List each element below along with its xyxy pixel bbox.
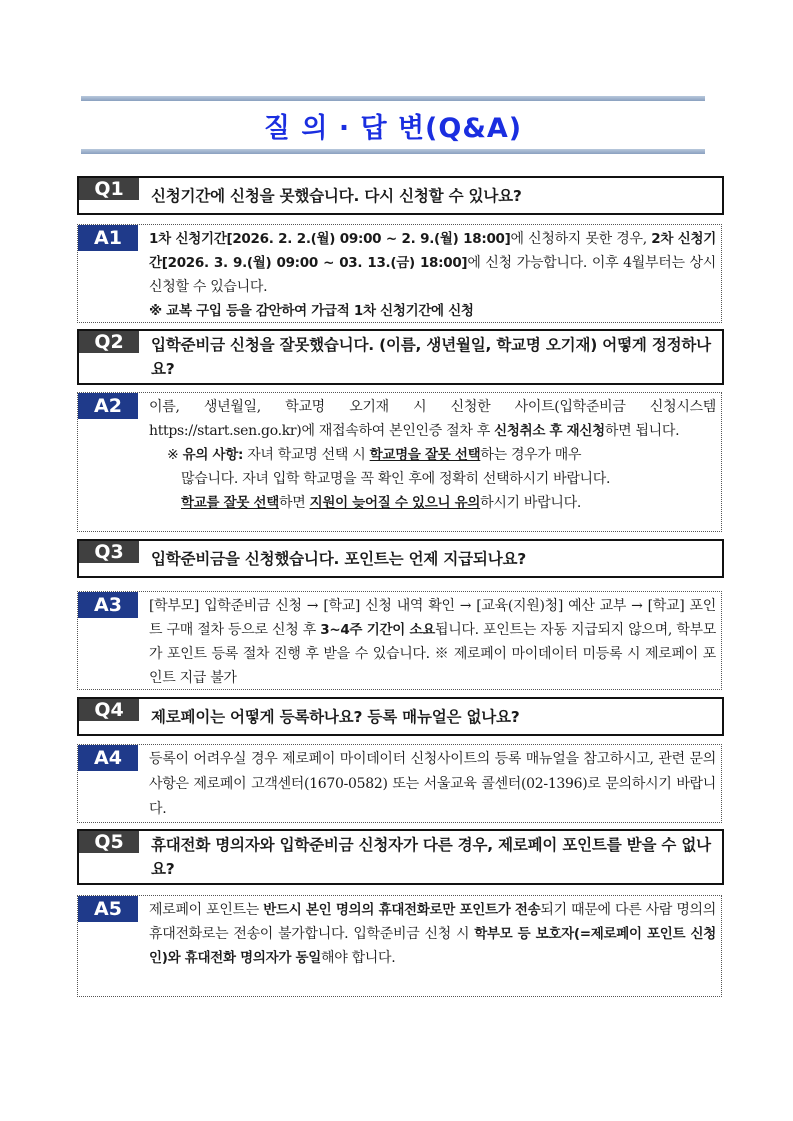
- question-badge: Q5: [79, 831, 139, 853]
- question-text: 신청기간에 신청을 못했습니다. 다시 신청할 수 있나요?: [151, 187, 522, 205]
- question-text: 입학준비금 신청을 잘못했습니다. (이름, 생년월일, 학교명 오기재) 어떻게 정정하나요?: [151, 336, 711, 378]
- answer-box-1: [77, 224, 722, 323]
- question-badge: Q4: [79, 699, 139, 721]
- answer-badge: A5: [78, 896, 138, 922]
- answer-note: ※ 교복 구입 등을 감안하여 가급적 1차 신청기간에 신청: [149, 303, 474, 319]
- title-top-rule: [81, 96, 705, 101]
- answer-badge: A3: [78, 592, 138, 618]
- answer-box-4: [77, 744, 722, 823]
- answer-badge: A1: [78, 225, 138, 251]
- question-text: 휴대전화 명의자와 입학준비금 신청자가 다른 경우, 제로페이 포인트를 받을 수 없나요?: [151, 836, 711, 878]
- question-box-5: [77, 829, 724, 885]
- question-text: 제로페이는 어떻게 등록하나요? 등록 매뉴얼은 없나요?: [151, 708, 520, 726]
- question-box-4: [77, 697, 724, 736]
- title-bottom-rule: [81, 149, 705, 154]
- question-badge: Q3: [79, 541, 139, 563]
- page-title: 질 의 · 답 변(Q&A): [263, 113, 523, 144]
- answer-caution: ※ 유의 사항: 자녀 학교명 선택 시 학교명을 잘못 선택하는 경우가 매우: [167, 447, 582, 463]
- answer-box-5: [77, 895, 722, 997]
- question-box-3: [77, 539, 724, 578]
- answer-text: 제로페이 포인트는 반드시 본인 명의의 휴대전화로만 포인트가 전송되기 때문에 다른 사람 명의의 휴대전화로는 전송이 불가합니다. 입학준비금 신청 시 학부모 등 보호자(=제로페이 포인트 신청인)와 휴대전화 명의자가 동일해야 합니다.: [149, 902, 716, 966]
- question-box-1: [77, 176, 724, 215]
- question-box-2: [77, 329, 724, 385]
- answer-box-3: [77, 591, 722, 690]
- question-text: 입학준비금을 신청했습니다. 포인트는 언제 지급되나요?: [151, 550, 527, 568]
- answer-text: 등록이 어려우실 경우 제로페이 마이데이터 신청사이트의 등록 매뉴얼을 참고하시고, 관련 문의사항은 제로페이 고객센터(1670-0582) 또는 서울교육 콜센터(02-1396)로 문의하시기 바랍니다.: [149, 751, 716, 817]
- question-badge: Q2: [79, 331, 139, 353]
- answer-text: [학부모] 입학준비금 신청 → [학교] 신청 내역 확인 → [교육(지원)청] 예산 교부 → [학교] 포인트 구매 절차 등으로 신청 후 3~4주 기간이 소요됩니다. 포인트는 자동 지급되지 않으며, 학부모가 포인트 등록 절차 진행 후 받을 수 있습니다. ※ 제로페이 마이데이터 미등록 시 제로페이 포인트 지급 불가: [149, 598, 716, 686]
- answer-badge: A4: [78, 745, 138, 771]
- answer-badge: A2: [78, 393, 138, 419]
- question-badge: Q1: [79, 178, 139, 200]
- answer-text: 이름, 생년월일, 학교명 오기재 시 신청한 사이트(입학준비금 신청시스템 https://start.sen.go.kr)에 재접속하여 본인인증 절차 후 신청취소 후 재신청하면 됩니다. ※ 유의 사항: 자녀 학교명 선택 시 학교명을 잘못 선택하는 경우가 매우 많습니다. 자녀 입학 학교명을 꼭 확인 후에 정확히 선택하시기 바랍니다. 학교를 잘못 선택하면 지원이 늦어질 수 있으니 유의하시기 바랍니다.: [149, 399, 716, 511]
- answer-box-2: [77, 392, 722, 532]
- answer-text: 1차 신청기간[2026. 2. 2.(월) 09:00 ~ 2. 9.(월) 18:00]에 신청하지 못한 경우, 2차 신청기간[2026. 3. 9.(월) 09:00 ~ 03. 13.(금) 18:00]에 신청 가능합니다. 이후 4월부터는 상시 신청할 수 있습니다. ※ 교복 구입 등을 감안하여 가급적 1차 신청기간에 신청: [149, 227, 716, 323]
